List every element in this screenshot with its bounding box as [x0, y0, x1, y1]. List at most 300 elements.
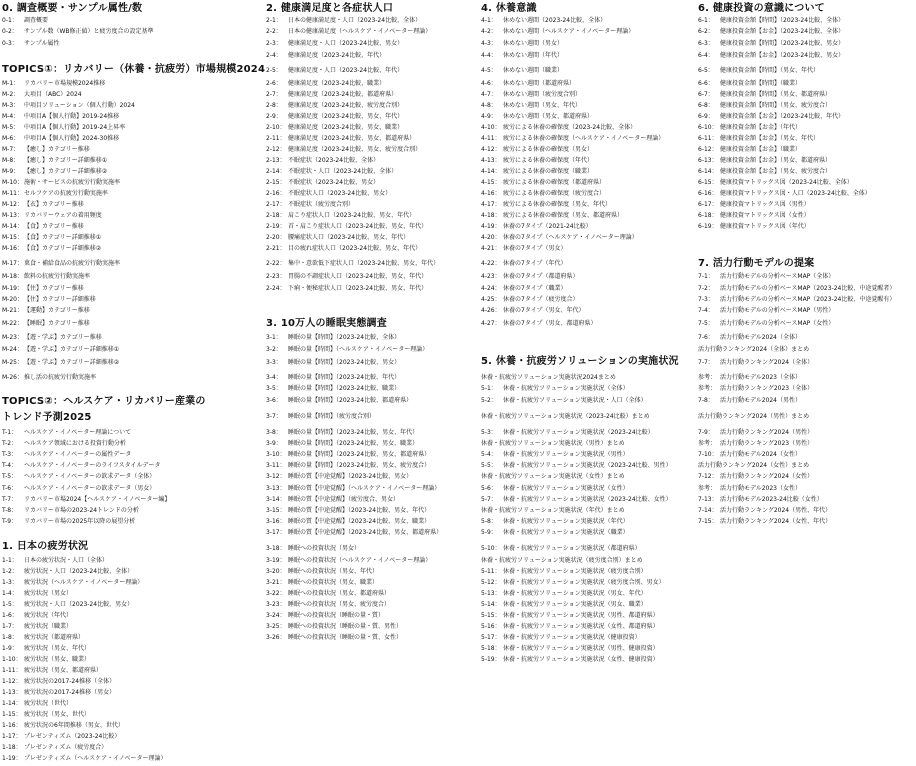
toc-entry [2, 296, 96, 304]
entry-number: M-9： [2, 168, 20, 175]
entry-number: 2-21： [266, 245, 286, 252]
entry-title: セルフケアの抗疲労行動実施率 [24, 190, 108, 197]
toc-entry [698, 102, 831, 110]
entry-number: 5-4： [481, 451, 497, 458]
entry-title: 疲労による休養の確保度（2023-24比較、全体） [503, 124, 637, 131]
entry-title: 中項目A【個人行動】2019-24推移 [24, 113, 120, 120]
toc-entry [698, 223, 810, 231]
toc-entry [481, 285, 567, 293]
entry-number: 3-14： [266, 496, 286, 503]
entry-number: 5-8： [481, 518, 497, 525]
toc-entry [266, 113, 403, 121]
entry-number: 1-15： [2, 711, 22, 718]
section-heading: 0. 調査概要・サンプル属性/数 [2, 3, 143, 14]
entry-number: 2-16： [266, 190, 286, 197]
entry-number: M-10： [2, 179, 23, 186]
toc-entry [2, 260, 120, 268]
toc-entry [266, 245, 421, 253]
section-heading: トレンド予測2025 [2, 412, 92, 423]
toc-entry [698, 451, 801, 459]
entry-number: 2-23： [266, 273, 286, 280]
entry-number: 1-6： [2, 612, 18, 619]
entry-number: 4-16： [481, 190, 501, 197]
entry-number: 参考： [698, 385, 717, 392]
entry-number: 4-13： [481, 157, 501, 164]
entry-title: 【遊・学ぶ】カテゴリー推移 [24, 334, 102, 341]
toc-entry [2, 440, 126, 448]
entry-title: 疲労による休養の確保度（疲労度合） [503, 190, 606, 197]
toc-entry [481, 113, 593, 121]
toc-entry [481, 157, 593, 165]
entry-title: 活力行動モデルの分析ベースMAP（全体） [720, 273, 835, 280]
entry-number: M-20： [2, 296, 23, 303]
entry-title: 健康投資金額【お金】（2023-24比較、年代） [720, 113, 845, 120]
entry-number: 2-4： [266, 52, 282, 59]
toc-entry [481, 146, 593, 154]
toc-entry [2, 285, 84, 293]
entry-number: 5-13： [481, 590, 501, 597]
entry-number: 1-12： [2, 678, 22, 685]
toc-entry [2, 429, 131, 437]
toc-entry [481, 124, 636, 132]
entry-title: 【癒し】カテゴリー詳細推移② [24, 168, 108, 175]
entry-number: 2-10： [266, 124, 286, 131]
toc-entry [266, 135, 415, 143]
toc-entry [266, 80, 385, 88]
entry-title: 睡眠の量【時間】（2023-24比較、年代） [288, 374, 401, 381]
toc-entry [481, 296, 579, 304]
entry-title: 疲労状況（男女、世代） [24, 711, 91, 718]
toc-entry [266, 124, 403, 132]
entry-number: 4-24： [481, 285, 501, 292]
toc-entry [698, 124, 801, 132]
entry-title: 睡眠の質【中途覚醒】（2023-24比較、男女） [288, 473, 413, 480]
toc-entry [266, 17, 421, 25]
toc-entry [2, 568, 133, 576]
entry-number: 5-1： [481, 385, 497, 392]
toc-entry [266, 201, 354, 209]
entry-number: 3-18： [266, 545, 286, 552]
entry-title: 活力行動モデル2024（男性） [720, 397, 801, 404]
entry-title: ヘルスケア・イノベーターの属性データ [24, 451, 132, 458]
entry-title: 睡眠の量【時間】（2023-24比較、男女、疲労度合） [288, 462, 431, 469]
entry-number: 1-16： [2, 722, 22, 729]
toc-entry [2, 557, 108, 565]
toc-entry [2, 722, 124, 730]
entry-title: サンプル属性 [24, 40, 60, 47]
toc-entry [2, 113, 119, 121]
toc-entry [266, 334, 400, 342]
toc-entry [266, 212, 415, 220]
entry-number: 4-5： [481, 67, 497, 74]
entry-title: 睡眠への投資状況（睡眠の量・質） [288, 612, 385, 619]
entry-number: 7-5： [698, 320, 714, 327]
entry-number: 4-3： [481, 40, 497, 47]
toc-entry [698, 179, 853, 187]
entry-title: 活力行動ランキング2024（男性、年代） [720, 507, 832, 514]
entry-number: 6-11： [698, 135, 718, 142]
toc-entry [481, 223, 592, 231]
entry-title: 疲労による休養の確保度（職業） [503, 168, 594, 175]
toc-entry [2, 485, 155, 493]
entry-title: 休めない週間（2023-24比較、全体） [503, 17, 607, 24]
entry-number: T-1： [2, 429, 18, 436]
entry-number: 3-9： [266, 440, 282, 447]
toc-entry [481, 17, 606, 25]
toc-entry [2, 234, 101, 242]
entry-title: サンプル数（WB修正値）と疲労度合の設定基準 [24, 28, 154, 35]
toc-entry [2, 179, 120, 187]
toc-entry [698, 80, 801, 88]
entry-title: 休養・抗疲労ソリューション実施状況（男性、都道府県） [503, 612, 659, 619]
toc-entry [266, 52, 385, 60]
toc-entry [266, 429, 418, 437]
entry-number: 4-20： [481, 234, 501, 241]
toc-entry [266, 190, 391, 198]
toc-entry [2, 201, 84, 209]
entry-number: 1-8： [2, 634, 18, 641]
entry-title: 健康投資金額【お金】（男女、疲労度合） [720, 168, 832, 175]
entry-number: 7-1： [698, 273, 714, 280]
entry-number: 6-14： [698, 168, 718, 175]
toc-entry [266, 234, 409, 242]
toc-entry [698, 440, 813, 448]
toc-entry [2, 135, 119, 143]
entry-number: 1-14： [2, 700, 22, 707]
entry-number: 2-6： [266, 80, 282, 87]
entry-title: 健康満足度・人口（2023-24比較、年代） [288, 67, 404, 74]
entry-number: 6-9： [698, 113, 714, 120]
entry-title: 休めない週間（都道府県） [503, 80, 576, 87]
toc-entry [481, 135, 664, 143]
entry-number: 2-22： [266, 260, 286, 267]
toc-entry [2, 451, 131, 459]
entry-title: 活力行動モデル2023（全体） [720, 374, 801, 381]
entry-number: 6-12： [698, 146, 718, 153]
entry-number: M-22： [2, 320, 23, 327]
toc-entry [481, 612, 659, 620]
entry-number: T-5： [2, 473, 18, 480]
entry-title: 睡眠への投資状況（睡眠の量・質、女性） [288, 634, 403, 641]
entry-title: 休めない週間（疲労度合別） [503, 91, 582, 98]
toc-entry [481, 168, 593, 176]
entry-title: 活力行動ランキング2023（全体） [720, 385, 814, 392]
toc-entry [266, 451, 430, 459]
entry-title: ヘルスケア・イノベーターの欲求データ（男女） [24, 485, 156, 492]
toc-entry [266, 557, 431, 565]
entry-title: 休めない週間（ヘルスケア・イノベーター理論） [503, 28, 635, 35]
entry-number: 3-13： [266, 485, 286, 492]
toc-entry [481, 451, 629, 459]
toc-entry [2, 634, 84, 642]
entry-title: 健康投資マトリックス図（2023-24比較、全体） [720, 179, 853, 186]
entry-title: プレゼンティズム（2023-24比較） [24, 733, 121, 740]
toc-entry [698, 429, 813, 437]
toc-entry [2, 17, 48, 25]
entry-number: M-18： [2, 273, 23, 280]
entry-number: M-3： [2, 102, 20, 109]
entry-number: 4-26： [481, 307, 501, 314]
entry-title: 【衣】カテゴリー推移 [24, 201, 84, 208]
entry-title: 休めない週間（男女、年代） [503, 102, 582, 109]
entry-number: 2-19： [266, 223, 286, 230]
toc-entry [266, 529, 442, 537]
toc-entry [266, 374, 400, 382]
entry-title: 【癒し】カテゴリー詳細推移① [24, 157, 108, 164]
toc-entry [698, 374, 801, 382]
entry-title: 活力行動モデルの分析ベースMAP（2023-24比較、中途覚醒者） [720, 285, 896, 292]
entry-title: 休養・抗疲労ソリューション実施状況（女性） [503, 485, 629, 492]
entry-title: 健康満足度（2023-24比較、職業） [288, 80, 386, 87]
entry-title: 【食】カテゴリー詳細推移① [24, 234, 102, 241]
toc-entry [481, 529, 629, 537]
entry-title: 【癒し】カテゴリー推移 [24, 146, 90, 153]
entry-number: 5-17： [481, 634, 501, 641]
entry-title: 【遊・学ぶ】カテゴリー詳細推移① [24, 346, 120, 353]
entry-number: 3-10： [266, 451, 286, 458]
toc-entry [481, 179, 605, 187]
toc-entry [266, 346, 428, 354]
entry-number: 3-15： [266, 507, 286, 514]
toc-entry [481, 80, 575, 88]
toc-entry [2, 518, 135, 526]
entry-number: 2-2： [266, 28, 282, 35]
entry-number: 1-11： [2, 667, 22, 674]
entry-number: 1-3： [2, 579, 18, 586]
toc-entry [2, 678, 115, 686]
entry-number: M-2： [2, 91, 20, 98]
toc-entry [266, 496, 399, 504]
entry-number: 5-2： [481, 397, 497, 404]
entry-title: 休養・抗疲労ソリューション実施状況（2023-24比較、男性） [503, 462, 672, 469]
entry-number: 3-25： [266, 623, 286, 630]
entry-title: ヘルスケア領域における投資行動分析 [24, 440, 126, 447]
entry-title: 休養・抗疲労ソリューション実施状況（健康投資） [503, 634, 641, 641]
toc-entry [481, 234, 638, 242]
entry-title: 健康投資金額【時間】（男女、疲労度合） [720, 102, 832, 109]
entry-title: ヘルスケア・イノベーター理論について [24, 429, 132, 436]
entry-title: 健康投資金額【時間】（2023-24比較、男女） [720, 40, 845, 47]
entry-number: 3-17： [266, 529, 286, 536]
entry-title: リカバリー市場規模2024推移 [24, 80, 106, 87]
entry-number: 5-7： [481, 496, 497, 503]
entry-number: 4-7： [481, 91, 497, 98]
entry-number: 6-10： [698, 124, 718, 131]
toc-entry [481, 190, 605, 198]
entry-title: 不眠症状（2023-24比較、全体） [288, 157, 380, 164]
entry-number: 6-8： [698, 102, 714, 109]
toc-entry [481, 260, 567, 268]
toc-entry [2, 623, 72, 631]
entry-title: 休養の7タイプ（男女、都道府県） [503, 320, 597, 327]
entry-number: 0-3： [2, 40, 18, 47]
toc-entry [266, 260, 439, 268]
entry-number: 4-18： [481, 212, 501, 219]
entry-number: 5-16： [481, 623, 501, 630]
entry-number: 3-1： [266, 334, 282, 341]
entry-title: 活力行動モデルの分析ベースMAP（女性） [720, 320, 835, 327]
entry-number: 2-13： [266, 157, 286, 164]
toc-entry [698, 135, 819, 143]
entry-title: 目の疲れ症状人口（2023-24比較、男女、年代） [288, 245, 422, 252]
toc-entry [481, 28, 634, 36]
entry-number: 3-19： [266, 557, 286, 564]
entry-title: 休養の7タイプ（職業） [503, 285, 567, 292]
toc-entry [266, 168, 397, 176]
entry-title: 休養・抗疲労ソリューション実施状況（女性、都道府県） [503, 623, 659, 630]
entry-title: 【睡眠】カテゴリー推移 [24, 320, 90, 327]
toc-entry [698, 285, 895, 293]
section-heading: TOPICS①：リカバリー（休養・抗疲労）市場規模2024 [2, 64, 266, 75]
entry-title: 休めない週間（年代） [503, 52, 564, 59]
entry-number: 2-5： [266, 67, 282, 74]
entry-number: 6-3： [698, 40, 714, 47]
entry-number: 4-11： [481, 135, 501, 142]
entry-number: 0-2： [2, 28, 18, 35]
toc-entry [481, 201, 611, 209]
entry-title: 健康満足度（2023-24比較、男女、職業） [288, 124, 404, 131]
entry-number: 1-10： [2, 656, 22, 663]
entry-number: 0-1： [2, 17, 18, 24]
entry-title: 疲労状況（男女、都道府県） [24, 667, 103, 674]
entry-number: 2-1： [266, 17, 282, 24]
toc-entry [266, 634, 402, 642]
toc-entry [2, 91, 82, 99]
entry-number: 3-5： [266, 385, 282, 392]
entry-number: 7-2： [698, 285, 714, 292]
entry-title: 休養・抗疲労ソリューション実施状況（男女、年代） [503, 590, 647, 597]
entry-title: 疲労による休養の確保度（男女） [503, 146, 594, 153]
entry-number: 5-15： [481, 612, 501, 619]
entry-number: 4-17： [481, 201, 501, 208]
entry-number: 7-7： [698, 359, 714, 366]
entry-title: 健康満足度（2023-24比較、都道府県） [288, 91, 398, 98]
entry-number: 4-21： [481, 245, 501, 252]
toc-entry [2, 359, 119, 367]
toc-entry [481, 518, 629, 526]
entry-title: 日本の疲労状況・人口（全体） [24, 557, 109, 564]
entry-title: 不眠症状（疲労度合別） [288, 201, 355, 208]
entry-title: 健康投資マトリックス図（女性） [720, 212, 810, 219]
entry-title: 活力行動ランキング2024（全体） [720, 359, 814, 366]
toc-entry [698, 496, 823, 504]
entry-number: 2-20： [266, 234, 286, 241]
entry-title: 健康投資マトリックス図（年代） [720, 223, 810, 230]
entry-title: 休養・抗疲労ソリューション実施状況（疲労度合別） [503, 568, 647, 575]
toc-entry [266, 91, 397, 99]
entry-title: 疲労状況（年代） [24, 612, 73, 619]
section-heading: 3. 10万人の睡眠実態調査 [266, 318, 387, 329]
entry-title: 不眠症状人口（2023-24比較、男女） [288, 190, 392, 197]
entry-title: 大項目（ABC）2024 [24, 91, 82, 98]
summary-entry: 活力行動ランキング2024（女性）まとめ [698, 462, 810, 469]
entry-title: 睡眠の量【時間】（2023-24比較、職業） [288, 385, 401, 392]
entry-title: 疲労状況の6年間推移（男女、世代） [24, 722, 124, 729]
entry-number: M-4： [2, 113, 20, 120]
entry-title: 活力行動モデル2024（全体） [720, 334, 801, 341]
toc-entry [481, 496, 672, 504]
toc-entry [2, 700, 72, 708]
toc-entry [2, 245, 101, 253]
toc-entry [266, 473, 412, 481]
summary-entry: 休養・抗疲労ソリューション実施状況（年代）まとめ [481, 507, 625, 514]
entry-title: 睡眠への投資状況（男女、疲労度合） [288, 601, 391, 608]
toc-entry [2, 346, 119, 354]
toc-entry [698, 485, 801, 493]
entry-title: 健康投資金額【お金】（2023-24比較、男女） [720, 52, 845, 59]
toc-entry [481, 623, 659, 631]
entry-title: 健康満足度（2023-24比較、疲労度合別） [288, 102, 404, 109]
toc-entry [266, 67, 403, 75]
entry-title: 調査概要 [24, 17, 49, 24]
entry-number: 7-6： [698, 334, 714, 341]
entry-title: 疲労状況の2017-24推移（男女） [24, 689, 116, 696]
toc-entry [2, 40, 59, 48]
entry-number: 4-14： [481, 168, 501, 175]
entry-title: 休養・抗疲労ソリューション実施状況（男性、健康投資） [503, 645, 659, 652]
toc-entry [698, 273, 834, 281]
entry-title: 活力行動ランキング2024（女性、年代） [720, 518, 832, 525]
summary-entry: 休養・抗疲労ソリューション実施状況（女性）まとめ [481, 473, 625, 480]
entry-number: 5-5： [481, 462, 497, 469]
entry-number: 4-4： [481, 52, 497, 59]
toc-entry [2, 645, 90, 653]
section-heading: 7. 活力行動モデルの提案 [698, 258, 815, 269]
toc-entry [266, 485, 440, 493]
entry-number: 3-3： [266, 359, 282, 366]
toc-entry [698, 473, 813, 481]
toc-entry [481, 590, 647, 598]
toc-entry [698, 52, 844, 60]
entry-number: 6-4： [698, 52, 714, 59]
toc-entry [698, 40, 844, 48]
entry-number: 2-15： [266, 179, 286, 186]
toc-entry [698, 168, 831, 176]
entry-title: 中項目A【個人行動】2024-30推移 [24, 135, 120, 142]
entry-title: 活力行動モデル2023（女性） [720, 485, 801, 492]
toc-entry [481, 212, 623, 220]
entry-number: 7-9： [698, 429, 714, 436]
entry-number: 4-22： [481, 260, 501, 267]
toc-entry [2, 307, 90, 315]
entry-title: 健康満足度（2023-24比較、男女、疲労度合別） [288, 146, 422, 153]
entry-title: 【住】カテゴリー推移 [24, 285, 84, 292]
toc-entry [698, 359, 813, 367]
entry-title: 睡眠への投資状況（睡眠の量・質、男性） [288, 623, 403, 630]
entry-number: 参考： [698, 485, 717, 492]
toc-entry [2, 28, 154, 36]
toc-entry [481, 273, 579, 281]
entry-number: T-7： [2, 496, 18, 503]
entry-number: 6-19： [698, 223, 718, 230]
entry-number: M-24： [2, 346, 23, 353]
summary-entry: 活力行動ランキング2024（男性）まとめ [698, 413, 810, 420]
entry-title: 健康投資マトリックス図・人口（2023-24比較、全体） [720, 190, 871, 197]
entry-title: 活力行動モデルの分析ベースMAP（2023-24比較、中途覚醒有） [720, 296, 896, 303]
toc-entry [481, 485, 629, 493]
entry-number: 4-27： [481, 320, 501, 327]
entry-title: 休養の7タイプ（2021-24比較） [503, 223, 592, 230]
entry-number: M-19： [2, 285, 23, 292]
entry-number: 6-18： [698, 212, 718, 219]
toc-entry [2, 146, 90, 154]
toc-entry [2, 601, 133, 609]
entry-title: 日本の健康満足度・人口（2023-24比較、全体） [288, 17, 422, 24]
entry-title: 健康投資金額【お金】（年代） [720, 124, 802, 131]
entry-title: 【住】カテゴリー詳細推移 [24, 296, 96, 303]
entry-title: 休養・抗疲労ソリューション実施状況（全体） [503, 385, 629, 392]
entry-title: 睡眠の質【中途覚醒】（2023-24比較、男女、年代） [288, 507, 431, 514]
